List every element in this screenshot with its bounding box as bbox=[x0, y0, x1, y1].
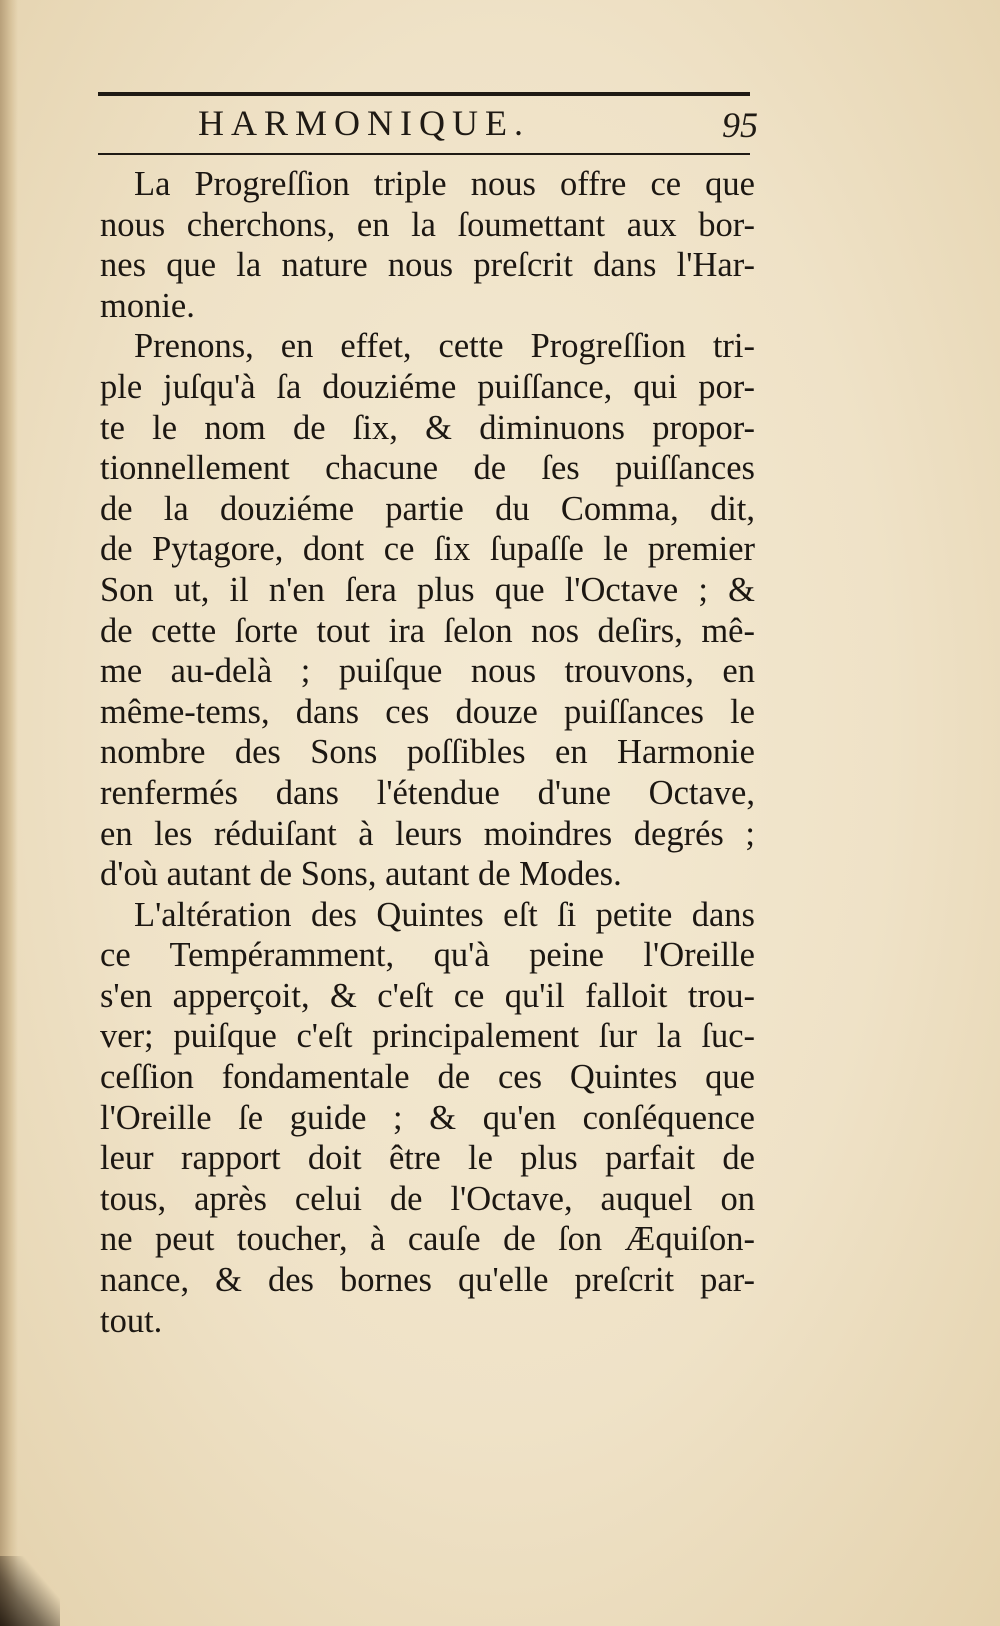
text-line: d'où autant de Sons, autant de Modes. bbox=[100, 855, 622, 894]
text-line: de cette ſorte tout ira ſelon nos deſirs, mê- bbox=[100, 611, 755, 650]
header-rule-bottom bbox=[98, 153, 750, 155]
text-line: Son ut, il n'en ſera plus que l'Octave ; & bbox=[100, 570, 755, 609]
text-line: s'en apperçoit, & c'eſt ce qu'il falloit trou- bbox=[100, 976, 755, 1015]
header-rule-top bbox=[98, 92, 750, 96]
page-corner-shadow bbox=[0, 1556, 60, 1626]
text-line: nous cherchons, en la ſoumettant aux bor- bbox=[100, 205, 755, 244]
text-line: me au-delà ; puiſque nous trouvons, en bbox=[100, 652, 755, 691]
text-line: même-tems, dans ces douze puiſſances le bbox=[100, 692, 755, 731]
text-line: ceſſion fondamentale de ces Quintes que bbox=[100, 1058, 755, 1097]
text-line: nombre des Sons poſſibles en Harmonie bbox=[100, 733, 755, 772]
text-line: ple juſqu'à ſa douziéme puiſſance, qui por- bbox=[100, 367, 755, 406]
paragraph-3 bbox=[100, 895, 755, 1342]
text-line: de la douziéme partie du Comma, dit, bbox=[100, 489, 755, 528]
body-text bbox=[100, 164, 755, 1341]
text-line: nes que la nature nous preſcrit dans l'Har- bbox=[100, 246, 755, 285]
text-line: te le nom de ſix, & diminuons propor- bbox=[100, 408, 755, 447]
text-line: Prenons, en effet, cette Progreſſion tri- bbox=[134, 327, 755, 366]
text-line: nance, & des bornes qu'elle preſcrit par- bbox=[100, 1261, 755, 1300]
page-number: 95 bbox=[722, 105, 758, 145]
text-line: L'altération des Quintes eſt ſi petite dans bbox=[134, 895, 755, 934]
paragraph-1 bbox=[100, 164, 755, 326]
page-header bbox=[98, 102, 758, 152]
text-line: en les réduiſant à leurs moindres degrés ; bbox=[100, 814, 755, 853]
text-line: ne peut toucher, à cauſe de ſon Æquiſon- bbox=[100, 1220, 755, 1259]
text-line: tout. bbox=[100, 1301, 163, 1340]
text-line: renfermés dans l'étendue d'une Octave, bbox=[100, 773, 755, 812]
text-line: ver; puiſque c'eſt principalement ſur la ſuc- bbox=[100, 1017, 755, 1056]
text-line: l'Oreille ſe guide ; & qu'en conſéquence bbox=[100, 1098, 755, 1137]
text-line: tionnellement chacune de ſes puiſſances bbox=[100, 449, 755, 488]
text-line: ce Tempéramment, qu'à peine l'Oreille bbox=[100, 936, 755, 975]
text-line: de Pytagore, dont ce ſix ſupaſſe le premier bbox=[100, 530, 755, 569]
text-line: leur rapport doit être le plus parfait de bbox=[100, 1139, 755, 1178]
text-line: La Progreſſion triple nous offre ce que bbox=[134, 165, 755, 203]
running-head: HARMONIQUE. bbox=[198, 103, 530, 143]
page-gutter-shadow bbox=[0, 0, 18, 1626]
text-line: monie. bbox=[100, 286, 195, 325]
paragraph-2 bbox=[100, 326, 755, 894]
text-line: tous, après celui de l'Octave, auquel on bbox=[100, 1179, 755, 1218]
